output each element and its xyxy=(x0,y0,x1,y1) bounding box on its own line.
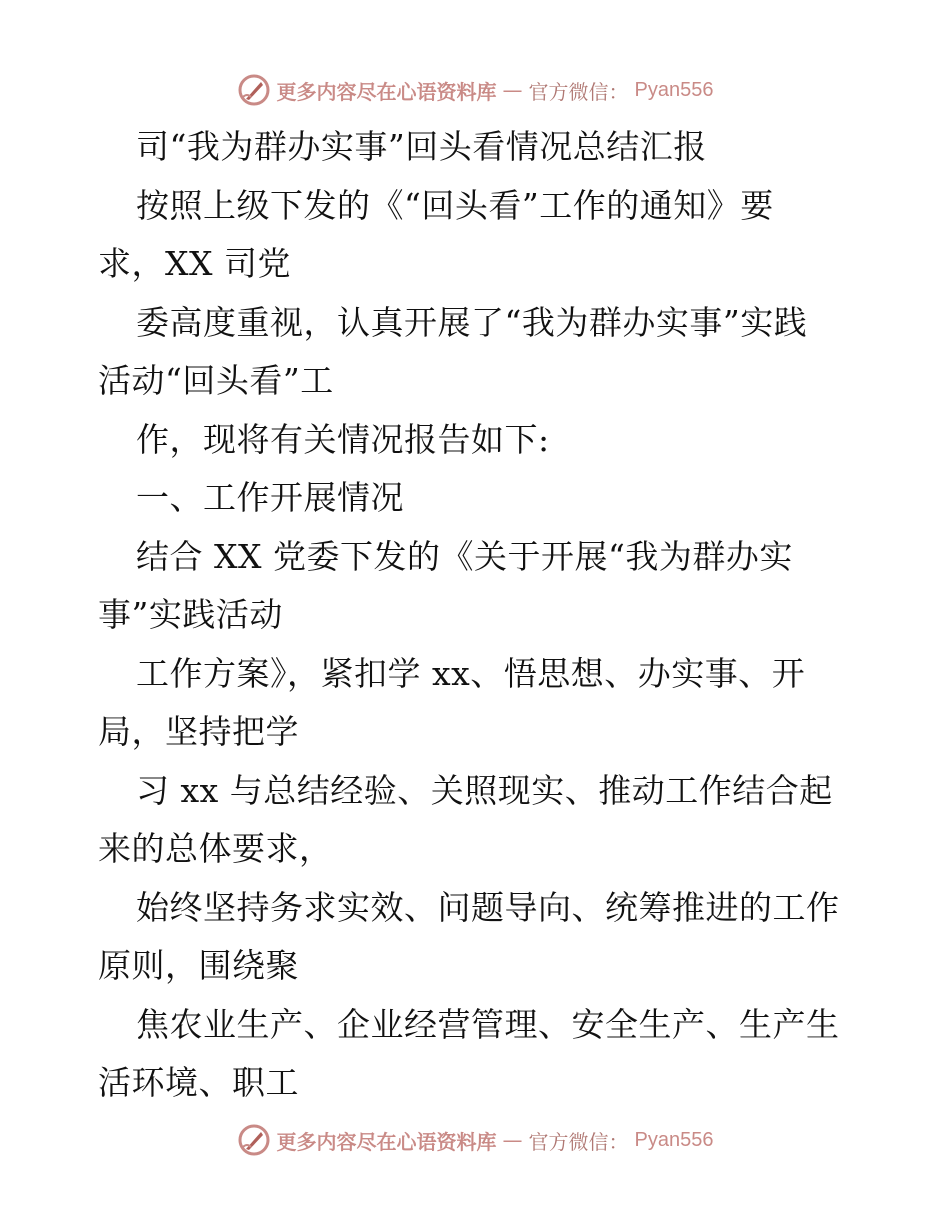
banner-separator: — xyxy=(502,1128,523,1152)
paragraph-line: 事”实践活动 xyxy=(98,595,283,634)
banner-brand-text: 更多内容尽在心语资料库 xyxy=(276,79,497,104)
document-body xyxy=(98,118,858,1113)
paragraph-line: 焦农业生产、企业经营管理、安全生产、生产生 xyxy=(136,1004,840,1044)
paragraph-line: 习 xx 与总结经验、关照现实、推动工作结合起 xyxy=(136,770,833,810)
section-heading: 一、工作开展情况 xyxy=(136,478,404,517)
paragraph-line: 活环境、职工 xyxy=(98,1063,299,1102)
paragraph-line: 局，坚持把学 xyxy=(98,712,299,751)
footer-watermark-banner xyxy=(0,1120,950,1160)
quill-logo-icon xyxy=(237,73,271,107)
quill-logo-icon xyxy=(237,1123,271,1157)
paragraph-line: 作，现将有关情况报告如下: xyxy=(136,419,550,459)
paragraph-line: 结合 XX 党委下发的《关于开展“我为群办实 xyxy=(136,536,793,576)
paragraph-line: 原则，围绕聚 xyxy=(98,946,299,985)
paragraph-line: 工作方案》，紧扣学 xx、悟思想、办实事、开 xyxy=(136,653,806,693)
paragraph-line: 来的总体要求， xyxy=(98,829,333,868)
banner-brand-text: 更多内容尽在心语资料库 xyxy=(276,1129,497,1154)
header-watermark-banner xyxy=(0,70,950,110)
banner-separator: — xyxy=(502,78,523,102)
banner-official-label: 官方微信： xyxy=(528,1129,629,1154)
banner-official-label: 官方微信： xyxy=(528,79,629,104)
paragraph-line: 委高度重视，认真开展了“我为群办实事”实践 xyxy=(136,302,808,342)
paragraph-line: 始终坚持务求实效、问题导向、统筹推进的工作 xyxy=(136,887,840,927)
banner-wechat-id: Pyan556 xyxy=(634,1128,714,1151)
document-title: 司“我为群办实事”回头看情况总结汇报 xyxy=(136,127,707,166)
banner-wechat-id: Pyan556 xyxy=(634,78,714,101)
paragraph-line: 按照上级下发的《“回头看”工作的通知》要 xyxy=(136,185,774,225)
paragraph-line: 求，XX 司党 xyxy=(98,244,291,283)
paragraph-line: 活动“回头看”工 xyxy=(98,361,334,400)
